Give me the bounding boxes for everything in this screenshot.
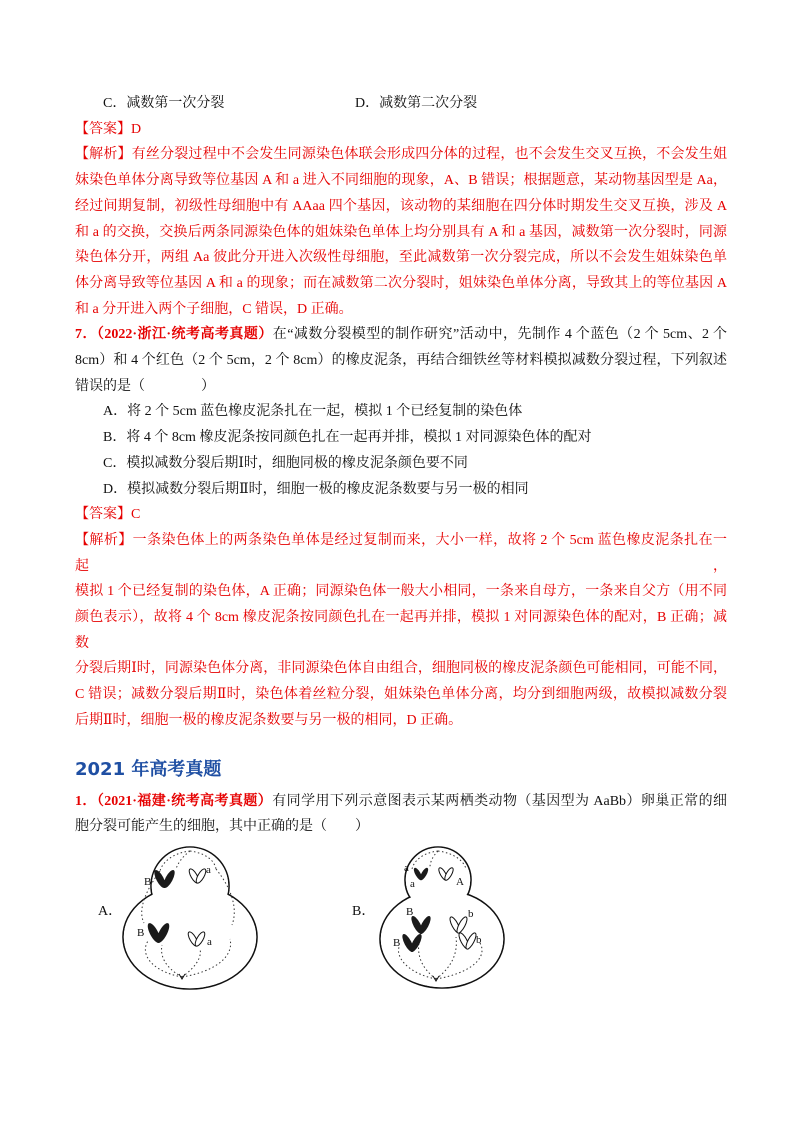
gene-label: a bbox=[410, 877, 415, 890]
q1-number: 1． bbox=[75, 793, 97, 809]
q1-stem-line bbox=[75, 789, 727, 815]
q6-analysis-line: 【解析】有丝分裂过程中不会发生同源染色体联会形成四分体的过程，也不会发生交叉互换，不会发生姐 bbox=[75, 147, 727, 163]
previous-question-options bbox=[75, 91, 727, 117]
figure-b-cell-diagram bbox=[376, 845, 511, 992]
gene-label: B bbox=[137, 926, 145, 939]
q1-stem bbox=[75, 789, 727, 840]
q6-analysis bbox=[75, 142, 727, 322]
option-c: C．减数第一次分裂 bbox=[103, 96, 225, 111]
gene-label: a bbox=[207, 935, 212, 948]
q7-analysis-line: 颜色表示），故将 4 个 8cm 橡皮泥条按同颜色扎在一起再并排，模拟 1 对同源染色体的配对，B 正确；减数 bbox=[75, 610, 727, 651]
gene-label: A bbox=[456, 875, 464, 888]
q7-option-b: B．将 4 个 8cm 橡皮泥条按同颜色扎在一起再并排，模拟 1 对同源染色体的配对 bbox=[103, 430, 592, 446]
q1-figures bbox=[75, 842, 727, 992]
q7-option-d: D．模拟减数分裂后期Ⅱ时，细胞一极的橡皮泥条数要与另一极的相同 bbox=[103, 481, 529, 497]
q6-analysis-line: 和 a 分开进入两个子细胞，C 错误，D 正确。 bbox=[75, 301, 353, 317]
q7-source: （2022·浙江·统考高考真题） bbox=[96, 327, 273, 343]
q7-option-c: C．模拟减数分裂后期Ⅰ时，细胞同极的橡皮泥条颜色要不同 bbox=[103, 455, 468, 471]
section-heading: 2021 年高考真题 bbox=[75, 758, 222, 780]
q7-option-a: A．将 2 个 5cm 蓝色橡皮泥条扎在一起，模拟 1 个已经复制的染色体 bbox=[103, 404, 523, 420]
q1-stem-text: 有同学用下列示意图表示某两栖类动物（基因型为 AaBb）卵巢正常的细 bbox=[272, 793, 727, 809]
gene-label: B bbox=[393, 936, 401, 949]
q6-analysis-line: 妹染色单体分离导致等位基因 A 和 a 进入不同细胞的现象，A、B 错误；根据题意，某动物基因型是 Aa， bbox=[75, 173, 727, 189]
q7-stem-text: 在“减数分裂模型的制作研究”活动中，先制作 4 个蓝色（2 个 5cm、2 个 bbox=[272, 327, 727, 343]
q7-analysis-line: 【解析】一条染色体上的两条染色单体是经过复制而来，大小一样，故将 2 个 5cm 蓝色橡皮泥条扎在一起， bbox=[75, 532, 727, 574]
q6-answer: 【答案】D bbox=[75, 121, 142, 137]
gene-label: B bbox=[144, 875, 152, 888]
q6-analysis-line: 体分离导致等位基因 A 和 a 的现象；而在减数第二次分裂时，姐妹染色单体分离，导致其上的等位基因 A bbox=[75, 275, 727, 291]
q7-options bbox=[75, 399, 727, 502]
q6-analysis-line: 经过间期复制，初级性母细胞中有 AAaa 四个基因，该动物的某细胞在四分体时期发生交叉互换，涉及 A bbox=[75, 198, 727, 214]
q7-analysis-line: 分裂后期Ⅰ时，同源染色体分离，非同源染色体自由组合，细胞同极的橡皮泥条颜色可能相同，可能不同， bbox=[75, 661, 727, 677]
q1-source: （2021·福建·统考高考真题） bbox=[96, 793, 273, 809]
gene-label: B bbox=[406, 905, 414, 918]
q7-number: 7． bbox=[75, 327, 97, 343]
q6-analysis-line: 染色体分开，两组 Aa 彼此分开进入次级性母细胞，至此减数第一次分裂完成，所以不会发生姐妹染色单 bbox=[75, 250, 727, 266]
page-content bbox=[75, 91, 727, 992]
q7-analysis bbox=[75, 528, 727, 734]
q7-analysis-line: 模拟 1 个已经复制的染色体，A 正确；同源染色体一般大小相同，一条来自母方，一条来自父方（用不同 bbox=[75, 584, 727, 600]
q7-stem-line: 8cm）和 4 个红色（2 个 5cm，2 个 8cm）的橡皮泥条，再结合细铁丝等材料模拟减数分裂过程，下列叙述 bbox=[75, 353, 727, 369]
figure-a-cell-diagram bbox=[120, 845, 260, 992]
gene-label: b bbox=[476, 933, 482, 946]
q7-answer: 【答案】C bbox=[75, 507, 141, 523]
gene-label: a bbox=[404, 861, 409, 874]
gene-label: b bbox=[468, 907, 474, 920]
q7-analysis-line: C 错误；减数分裂后期Ⅱ时，染色体着丝粒分裂，姐妹染色单体分离，均分到细胞两级，故模拟减数分裂 bbox=[75, 687, 727, 703]
q7-analysis-line: 后期Ⅱ时，细胞一极的橡皮泥条数要与另一极的相同，D 正确。 bbox=[75, 712, 463, 728]
option-d: D．减数第二次分裂 bbox=[355, 96, 478, 111]
cell-outline bbox=[123, 847, 257, 989]
figure-a-option-label: A． bbox=[98, 903, 123, 919]
q7-stem-line: 错误的是（ ） bbox=[75, 378, 215, 394]
figure-b-option-label: B． bbox=[352, 903, 376, 919]
gene-label: a bbox=[206, 863, 211, 876]
q1-stem-line: 胞分裂可能产生的细胞，其中正确的是（ ） bbox=[75, 819, 369, 835]
q6-analysis-line: 和 a 的交换，交换后两条同源染色体的姐妹染色单体上均分别具有 A 和 a 基因，减数第一次分裂时，同源 bbox=[75, 224, 727, 240]
q7-stem bbox=[75, 322, 727, 399]
q7-stem-line bbox=[75, 322, 727, 348]
